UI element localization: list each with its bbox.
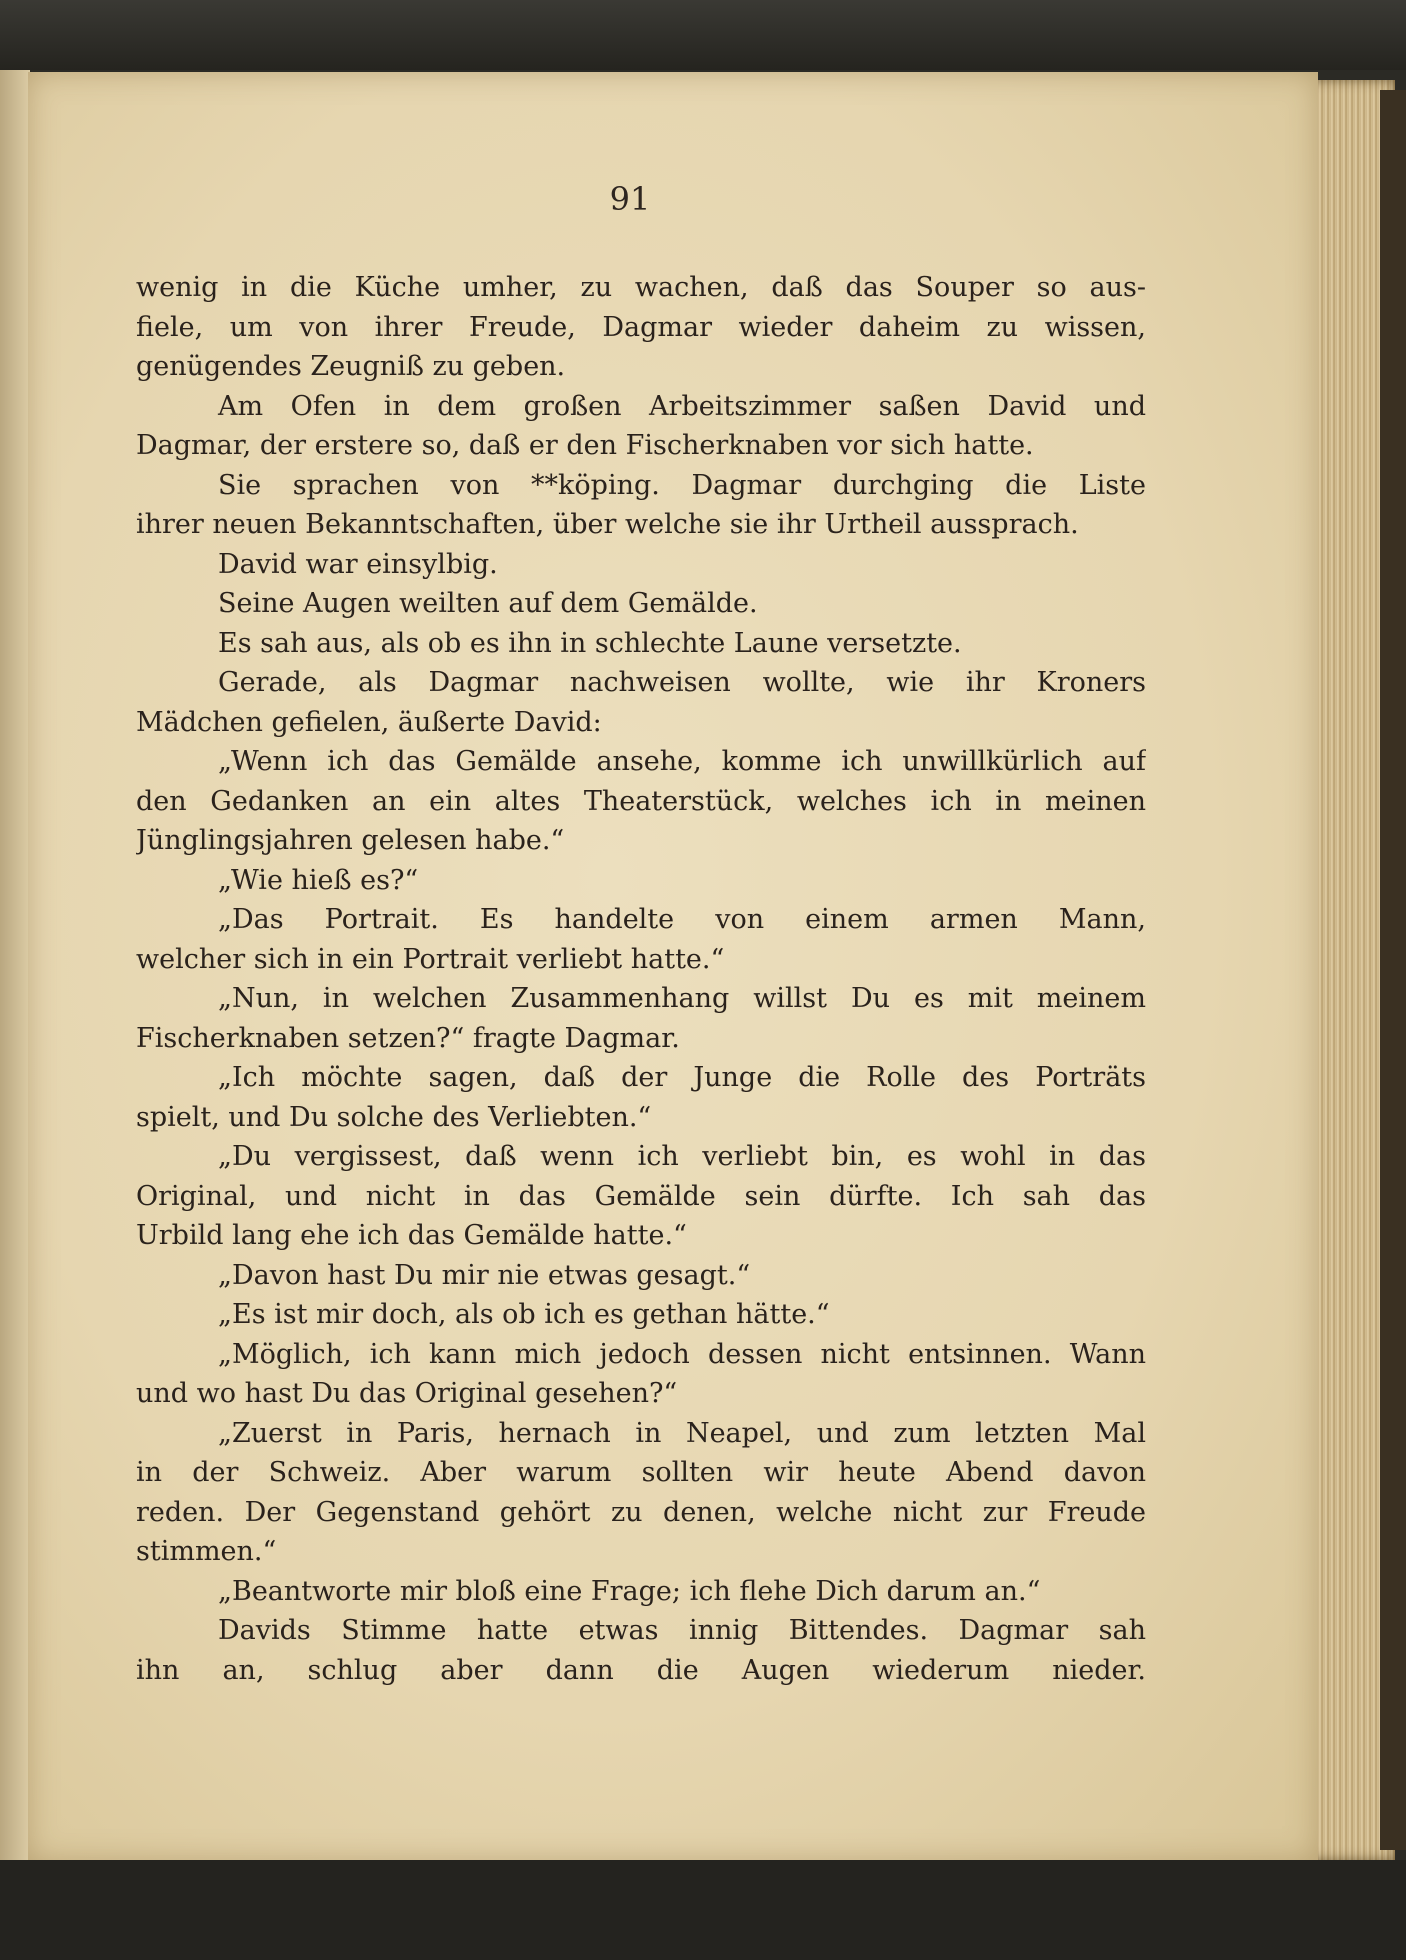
text-line: den Gedanken an ein altes Theaterstück, welches ich in meinen <box>136 785 1146 817</box>
text-line: Sie sprachen von **köping. Dagmar durchging die Liste <box>218 469 1146 501</box>
text-line: genügendes Zeugniß zu geben. <box>136 351 566 382</box>
text-line: in der Schweiz. Aber warum sollten wir heute Abend davon <box>136 1457 1146 1488</box>
paragraph <box>136 624 1146 664</box>
paragraph <box>136 584 1146 624</box>
paragraph <box>136 466 1146 545</box>
text-line: Dagmar, der erstere so, daß er den Fischerknaben vor sich hatte. <box>136 430 1034 461</box>
paragraph <box>136 1295 1146 1335</box>
paragraph <box>136 1335 1146 1414</box>
text-line: „Es ist mir doch, als ob ich es gethan hätte.“ <box>218 1299 830 1330</box>
text-line: Urbild lang ehe ich das Gemälde hatte.“ <box>136 1220 687 1251</box>
text-line: Fischerknaben setzen?“ fragte Dagmar. <box>136 1022 680 1054</box>
paragraph <box>136 742 1146 861</box>
text-line: ihn an, schlug aber dann die Augen wiederum nieder. <box>136 1654 1146 1686</box>
text-line: „Wenn ich das Gemälde ansehe, komme ich unwillkürlich auf <box>218 746 1146 777</box>
text-line: reden. Der Gegenstand gehört zu denen, welche nicht zur Freude <box>136 1496 1146 1528</box>
text-line: Jünglingsjahren gelesen habe.“ <box>136 825 565 856</box>
page-number: 91 <box>609 180 651 218</box>
text-line: welcher sich in ein Portrait verliebt hatte.“ <box>136 943 725 975</box>
scan-background-top <box>0 0 1406 70</box>
text-line: „Möglich, ich kann mich jedoch dessen nicht entsinnen. Wann <box>218 1338 1146 1370</box>
paragraph <box>136 900 1146 979</box>
book-cover-edge <box>1380 90 1406 1850</box>
previous-page-edge <box>0 70 30 1870</box>
text-line: Davids Stimme hatte etwas innig Bittendes. Dagmar sah <box>218 1615 1146 1646</box>
text-line: „Ich möchte sagen, daß der Junge die Rolle des Porträts <box>218 1062 1146 1093</box>
text-line: Seine Augen weilten auf dem Gemälde. <box>218 588 758 619</box>
text-line: „Wie hieß es?“ <box>218 864 419 896</box>
text-line: „Beantworte mir bloß eine Frage; ich flehe Dich darum an.“ <box>218 1575 1041 1607</box>
paragraph <box>136 979 1146 1058</box>
text-line: ihrer neuen Bekanntschaften, über welche sie ihr Urtheil aussprach. <box>136 509 1079 540</box>
paragraph <box>136 861 1146 901</box>
paragraph <box>136 1572 1146 1612</box>
text-line: und wo hast Du das Original gesehen?“ <box>136 1378 678 1409</box>
text-line: „Davon hast Du mir nie etwas gesagt.“ <box>218 1259 751 1291</box>
paragraph <box>136 268 1146 387</box>
text-line: Am Ofen in dem großen Arbeitszimmer saßen David und <box>218 390 1146 422</box>
text-line: „Das Portrait. Es handelte von einem armen Mann, <box>218 904 1146 935</box>
paragraph <box>136 387 1146 466</box>
text-line: stimmen.“ <box>136 1536 277 1567</box>
text-line: David war einsylbig. <box>218 548 498 580</box>
text-line: wenig in die Küche umher, zu wachen, daß das Souper so aus- <box>136 272 1146 303</box>
body-text <box>136 268 1146 1690</box>
text-line: „Zuerst in Paris, hernach in Neapel, und zum letzten Mal <box>218 1417 1146 1449</box>
text-line: „Nun, in welchen Zusammenhang willst Du es mit meinem <box>218 983 1146 1014</box>
paragraph <box>136 1058 1146 1137</box>
text-line: „Du vergissest, daß wenn ich verliebt bin, es wohl in das <box>218 1141 1146 1172</box>
paragraph <box>136 1256 1146 1296</box>
text-line: spielt, und Du solche des Verliebten.“ <box>136 1101 652 1133</box>
text-line: Mädchen gefielen, äußerte David: <box>136 706 602 738</box>
paragraph <box>136 1137 1146 1256</box>
text-line: fiele, um von ihrer Freude, Dagmar wieder daheim zu wissen, <box>136 311 1146 343</box>
paragraph <box>136 1611 1146 1690</box>
text-line: Gerade, als Dagmar nachweisen wollte, wie ihr Kroners <box>218 667 1146 698</box>
scan-background-bottom <box>0 1860 1406 1960</box>
paragraph <box>136 545 1146 585</box>
text-line: Es sah aus, als ob es ihn in schlechte Laune versetzte. <box>218 627 962 659</box>
paragraph <box>136 663 1146 742</box>
paragraph <box>136 1414 1146 1572</box>
text-line: Original, und nicht in das Gemälde sein dürfte. Ich sah das <box>136 1180 1146 1212</box>
